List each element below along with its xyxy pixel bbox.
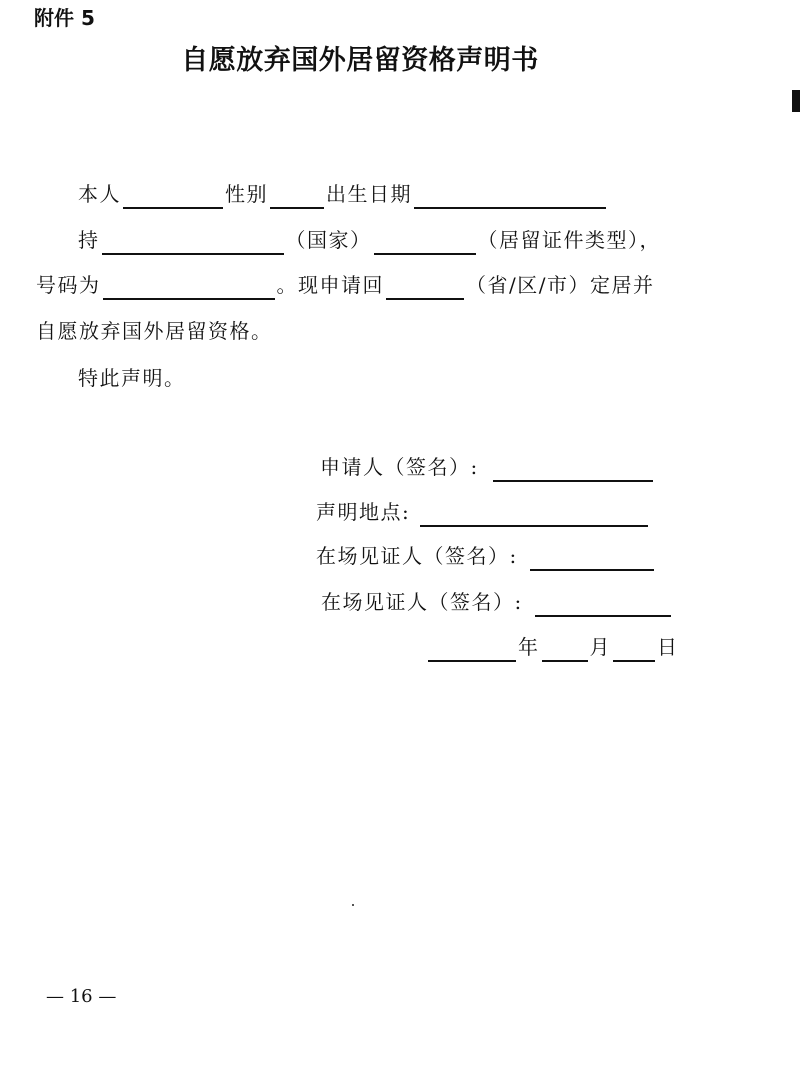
label-day: 日 bbox=[657, 635, 679, 659]
applicant-signature-row bbox=[320, 452, 655, 482]
province-blank[interactable] bbox=[386, 276, 464, 300]
witness2-signature-blank[interactable] bbox=[535, 593, 671, 617]
label-gender: 性别 bbox=[225, 182, 268, 206]
label-return: 。现申请回 bbox=[276, 273, 384, 297]
day-blank[interactable] bbox=[613, 638, 655, 662]
location-row bbox=[316, 497, 650, 527]
month-blank[interactable] bbox=[542, 638, 588, 662]
label-applicant: 申请人（签名）: bbox=[320, 455, 479, 479]
label-number: 号码为 bbox=[36, 273, 101, 297]
permit-type-blank[interactable] bbox=[374, 231, 476, 255]
form-line-renounce: 自愿放弃国外居留资格。 bbox=[36, 319, 273, 343]
location-blank[interactable] bbox=[420, 503, 648, 527]
label-country: （国家） bbox=[285, 228, 372, 252]
label-witness1: 在场见证人（签名）: bbox=[316, 544, 518, 568]
form-line-identity bbox=[78, 179, 608, 209]
scan-edge-mark bbox=[792, 90, 800, 112]
gender-blank[interactable] bbox=[270, 185, 324, 209]
witness1-row bbox=[316, 541, 656, 571]
label-permit-type: （居留证件类型）， bbox=[477, 228, 661, 252]
form-line-number bbox=[36, 270, 654, 300]
label-birthdate: 出生日期 bbox=[326, 182, 412, 206]
date-row bbox=[428, 632, 679, 662]
label-month: 月 bbox=[589, 635, 611, 659]
scan-speck bbox=[352, 904, 354, 906]
year-blank[interactable] bbox=[428, 638, 516, 662]
page-number: — 16 — bbox=[46, 986, 117, 1007]
document-title: 自愿放弃国外居留资格声明书 bbox=[181, 45, 539, 76]
label-year: 年 bbox=[518, 635, 540, 659]
birthdate-blank[interactable] bbox=[414, 185, 606, 209]
label-location: 声明地点: bbox=[316, 500, 411, 524]
form-line-holding bbox=[78, 225, 661, 255]
closing-statement: 特此声明。 bbox=[78, 366, 186, 390]
witness2-row bbox=[321, 587, 673, 617]
name-blank[interactable] bbox=[123, 185, 223, 209]
country-blank[interactable] bbox=[102, 231, 284, 255]
applicant-signature-blank[interactable] bbox=[493, 458, 653, 482]
label-witness2: 在场见证人（签名）: bbox=[321, 590, 523, 614]
witness1-signature-blank[interactable] bbox=[530, 547, 654, 571]
permit-number-blank[interactable] bbox=[103, 276, 275, 300]
attachment-label: 附件 5 bbox=[34, 6, 95, 30]
label-name: 本人 bbox=[78, 182, 121, 206]
label-hold: 持 bbox=[78, 228, 100, 252]
label-province: （省/区/市）定居并 bbox=[466, 273, 655, 297]
